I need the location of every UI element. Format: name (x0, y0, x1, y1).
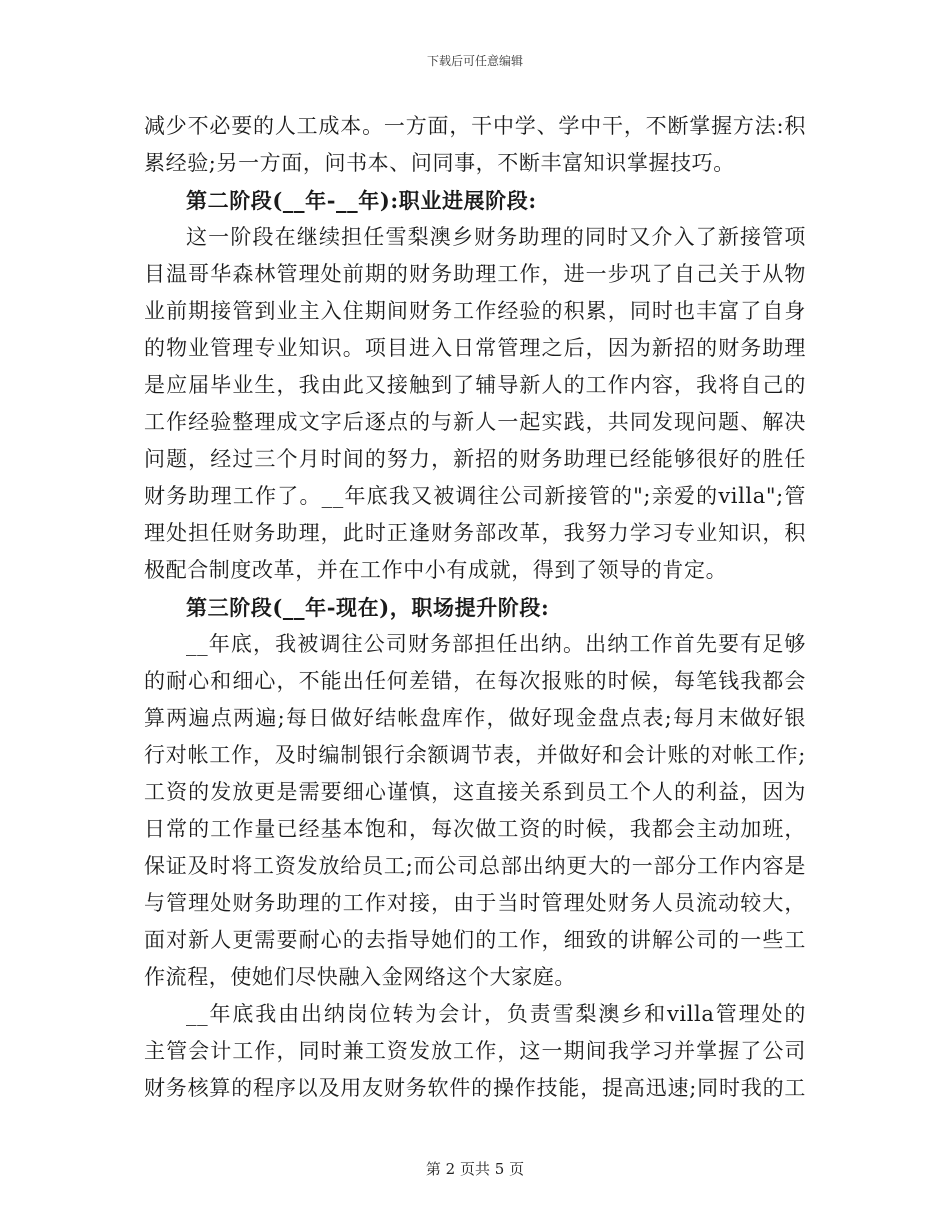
text-line: 算两遍点两遍;每日做好结帐盘库作，做好现金盘点表;每月末做好银 (144, 706, 806, 730)
text-line: 财务核算的程序以及用友财务软件的操作技能，提高迅速;同时我的工 (144, 1076, 806, 1100)
text-line: 极配合制度改革，并在工作中小有成就，得到了领导的肯定。 (144, 558, 728, 582)
text-line: 目温哥华森林管理处前期的财务助理工作，进一步巩了自己关于从物 (144, 262, 806, 286)
text-line: 工资的发放更是需要细心谨慎，这直接关系到员工个人的利益，因为 (144, 780, 806, 804)
page-footer: 第 2 页共 5 页 (425, 1160, 525, 1178)
text-line: 与管理处财务助理的工作对接，由于当时管理处财务人员流动较大， (144, 891, 806, 915)
text-line: 的耐心和细心，不能出任何差错，在每次报账的时候，每笔钱我都会 (144, 669, 806, 693)
text-line: 减少不必要的人工成本。一方面，干中学、学中干，不断掌握方法:积 (144, 114, 806, 138)
text-line: 面对新人更需要耐心的去指导她们的工作，细致的讲解公司的一些工 (144, 928, 806, 952)
text-line: 作流程，使她们尽快融入金网络这个大家庭。 (144, 965, 576, 989)
text-line: 行对帐工作，及时编制银行余额调节表，并做好和会计账的对帐工作; (144, 743, 806, 767)
text-line: 主管会计工作，同时兼工资发放工作，这一期间我学习并掌握了公司 (144, 1039, 806, 1063)
section-heading: 第三阶段(__年-现在)，职场提升阶段: (186, 595, 550, 620)
text-line: 这一阶段在继续担任雪梨澳乡财务助理的同时又介入了新接管项 (186, 225, 806, 249)
text-line: 保证及时将工资发放给员工;而公司总部出纳更大的一部分工作内容是 (144, 854, 806, 878)
text-line: 财务助理工作了。__年底我又被调往公司新接管的";亲爱的villa";管 (144, 484, 806, 508)
section-heading: 第二阶段(__年-__年):职业进展阶段: (186, 188, 537, 213)
text-line: 问题，经过三个月时间的努力，新招的财务助理已经能够很好的胜任 (144, 447, 806, 471)
page-header: 下载后可任意编辑 (426, 54, 523, 68)
text-line: 日常的工作量已经基本饱和，每次做工资的时候，我都会主动加班， (144, 817, 806, 841)
text-line: __年底我由出纳岗位转为会计，负责雪梨澳乡和villa管理处的 (186, 1002, 806, 1026)
text-line: 的物业管理专业知识。项目进入日常管理之后，因为新招的财务助理 (144, 336, 806, 360)
text-line: 累经验;另一方面，问书本、问同事，不断丰富知识掌握技巧。 (144, 151, 735, 175)
text-line: 是应届毕业生，我由此又接触到了辅导新人的工作内容，我将自己的 (144, 373, 806, 397)
text-line: 工作经验整理成文字后逐点的与新人一起实践，共同发现问题、解决 (144, 410, 806, 434)
text-line: 理处担任财务助理，此时正逢财务部改革，我努力学习专业知识，积 (144, 521, 806, 545)
document-body (144, 108, 806, 1107)
text-line: __年底，我被调往公司财务部担任出纳。出纳工作首先要有足够 (186, 632, 806, 656)
text-line: 业前期接管到业主入住期间财务工作经验的积累，同时也丰富了自身 (144, 299, 806, 323)
